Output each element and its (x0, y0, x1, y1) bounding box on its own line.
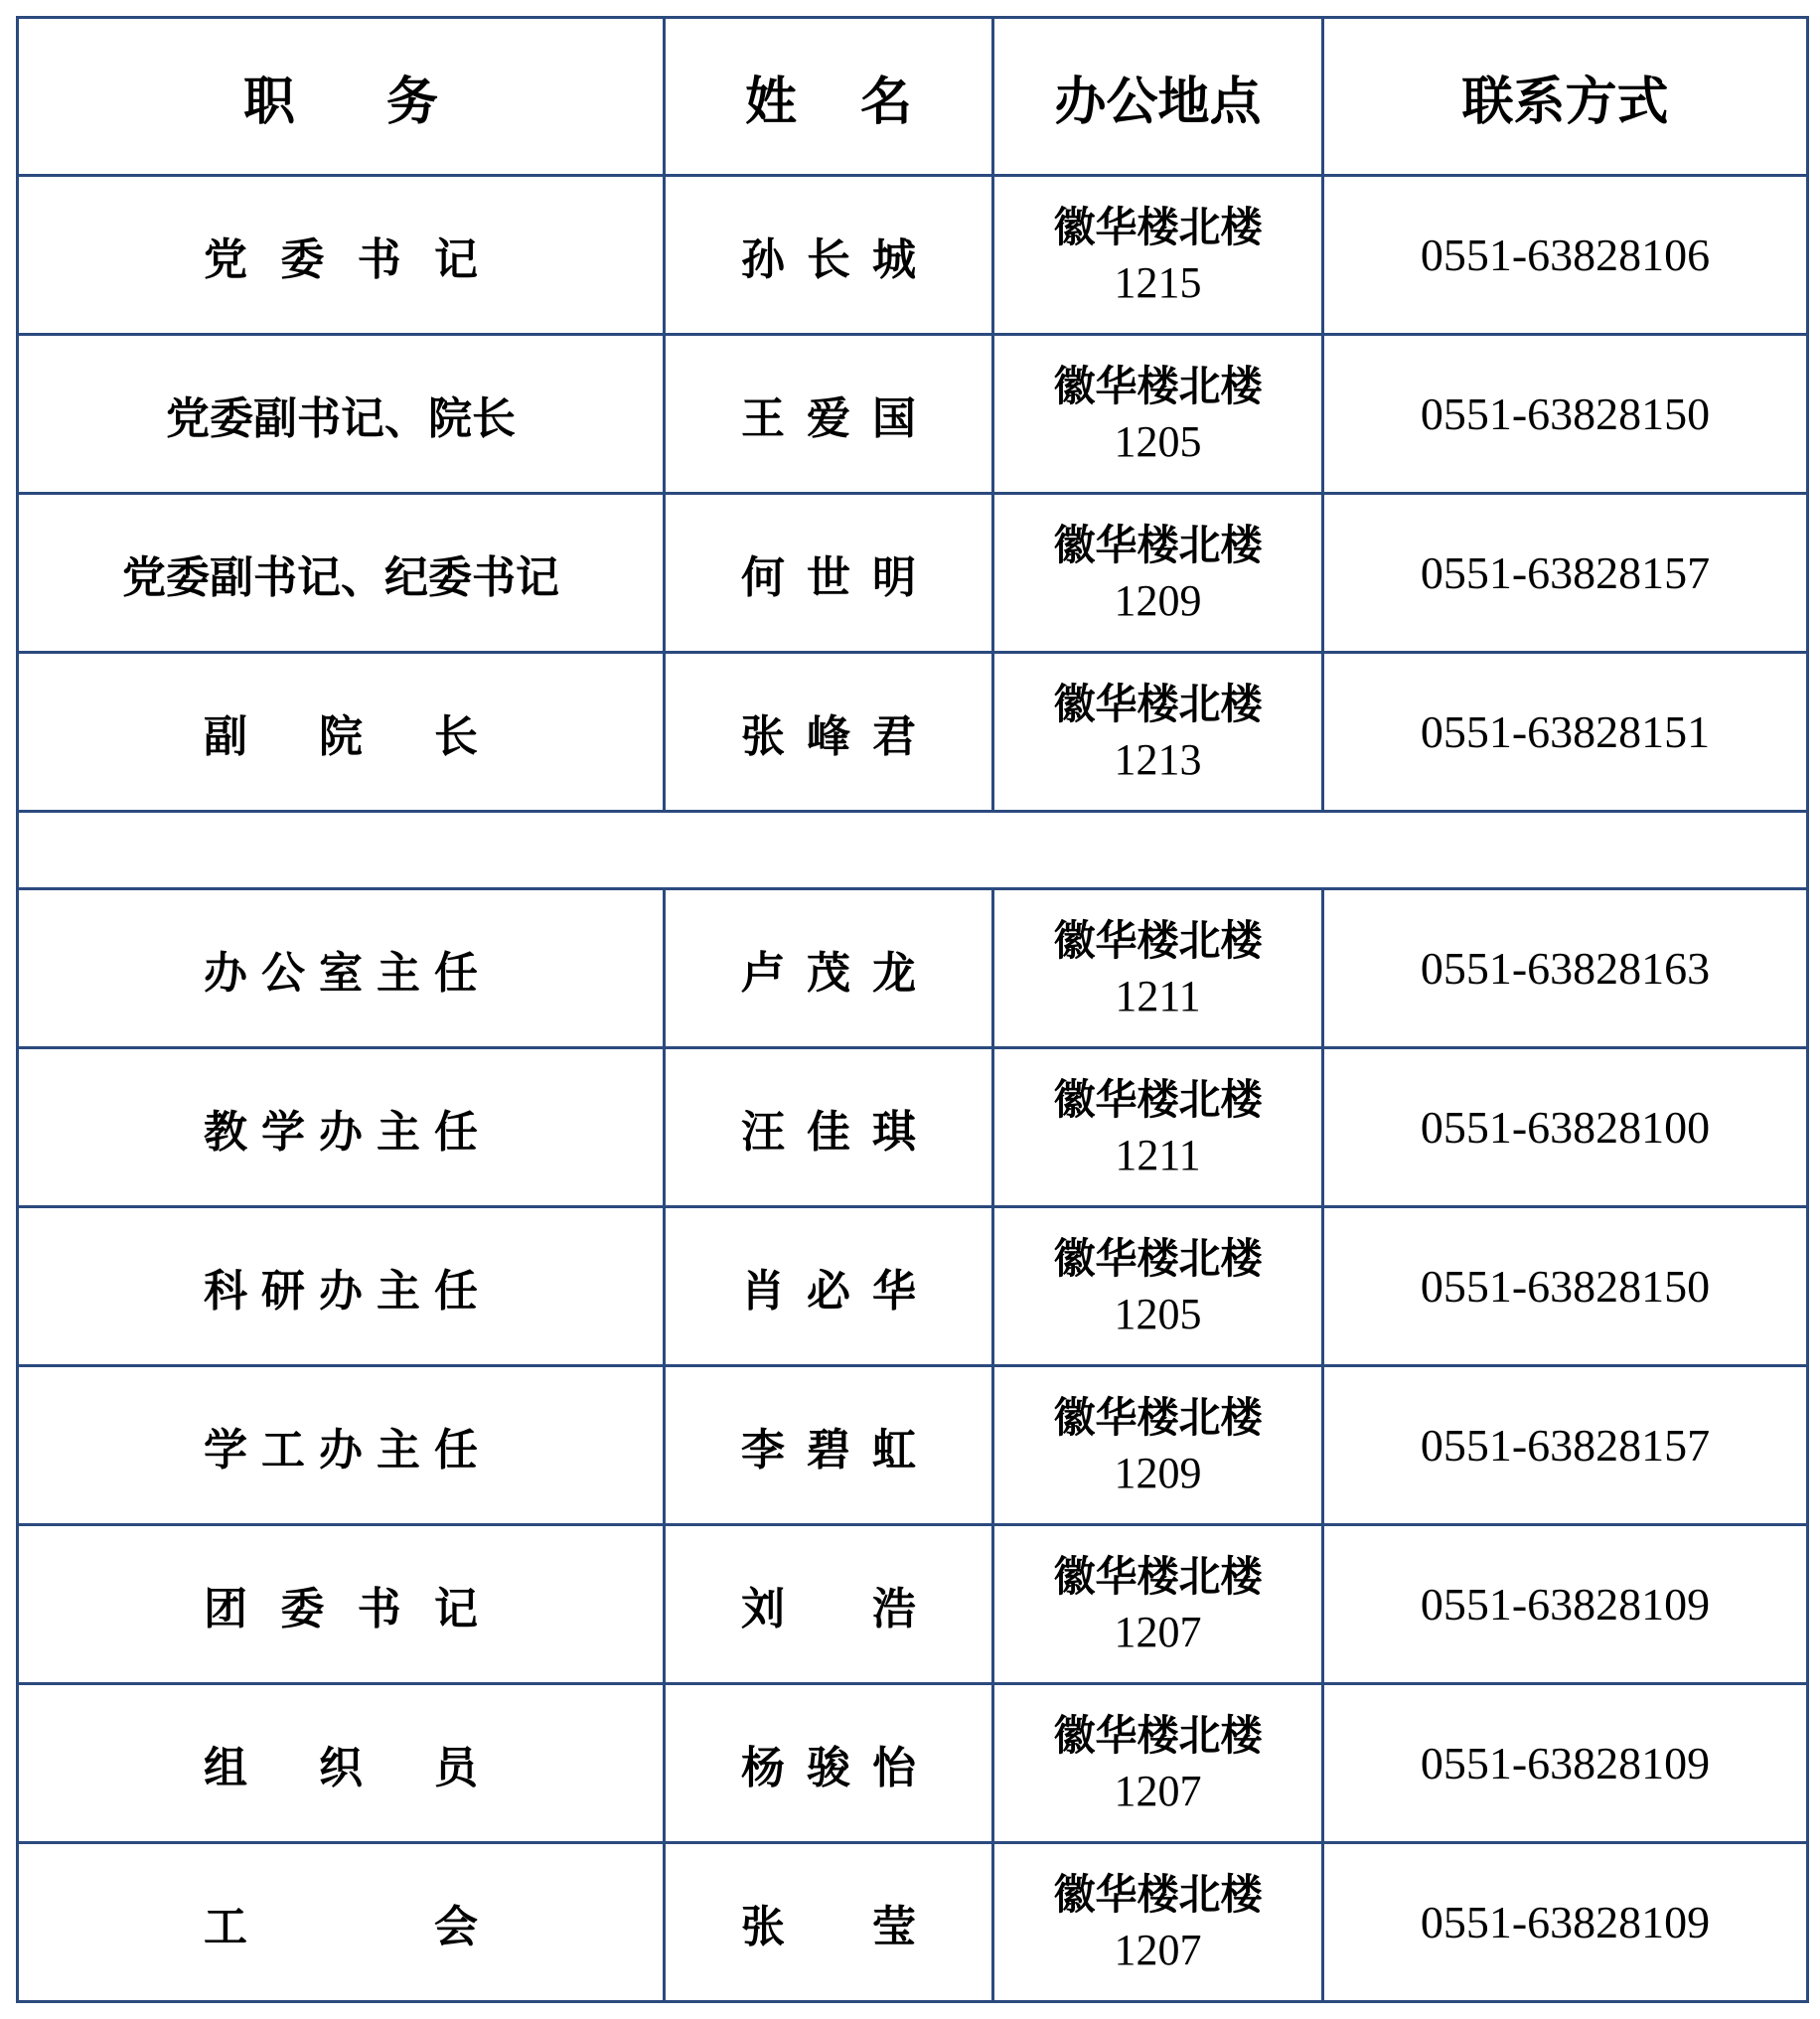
name-char: 长 (807, 233, 850, 285)
office-room: 1205 (1114, 416, 1202, 466)
position-char: 书 (357, 233, 401, 285)
phone-number: 0551-63828106 (1420, 230, 1711, 280)
office-cell (993, 1207, 1323, 1366)
contact-directory-table (16, 16, 1809, 2003)
position-cell (18, 335, 665, 494)
office-room: 1205 (1114, 1289, 1202, 1338)
name-char: 张 (741, 1901, 785, 1952)
header-name (665, 18, 993, 176)
phone-number: 0551-63828163 (1420, 943, 1711, 994)
position-char: 办 (319, 1265, 363, 1317)
position-char: 副 (204, 710, 247, 762)
position-cell (18, 1366, 665, 1525)
position-char: 党 (204, 233, 247, 285)
header-name-char: 名 (859, 71, 912, 132)
position-char: 任 (434, 1424, 478, 1475)
name-char: 孙 (741, 233, 785, 285)
phone-number: 0551-63828109 (1420, 1738, 1711, 1788)
position-char: 科 (204, 1265, 247, 1317)
position-char: 研 (261, 1265, 305, 1317)
position-cell (18, 1525, 665, 1684)
phone-number: 0551-63828150 (1420, 388, 1711, 439)
name-char: 佳 (807, 1106, 850, 1158)
header-contact-label: 联系方式 (1461, 71, 1669, 132)
office-building: 徽华楼北楼 (1053, 915, 1263, 965)
position-char: 主 (377, 1424, 420, 1475)
position-char: 公 (261, 947, 305, 999)
position-char: 办 (319, 1424, 363, 1475)
position-char: 长 (434, 710, 478, 762)
position-char: 主 (377, 1265, 420, 1317)
position-cell (18, 1048, 665, 1207)
name-char: 虹 (872, 1424, 916, 1475)
office-cell (993, 1684, 1323, 1843)
phone-number: 0551-63828157 (1420, 547, 1711, 598)
office-cell (993, 335, 1323, 494)
header-office-label: 办公地点 (1054, 71, 1262, 132)
office-room: 1213 (1114, 734, 1202, 784)
position-text: 党委副书记、院长 (166, 392, 516, 444)
position-cell (18, 494, 665, 653)
position-char: 记 (433, 1583, 478, 1634)
header-position-char: 务 (385, 71, 438, 132)
name-cell (665, 176, 993, 335)
name-char: 龙 (872, 947, 916, 999)
phone-cell (1323, 1684, 1808, 1843)
name-char: 李 (741, 1424, 785, 1475)
office-cell (993, 653, 1323, 812)
table-row (18, 494, 1808, 653)
name-char: 刘 (741, 1583, 785, 1634)
name-cell (665, 1525, 993, 1684)
name-cell (665, 335, 993, 494)
name-cell (665, 1207, 993, 1366)
office-room: 1215 (1114, 257, 1202, 307)
phone-cell (1323, 1048, 1808, 1207)
name-cell (665, 889, 993, 1048)
name-char: 张 (741, 710, 785, 762)
header-row (18, 18, 1808, 176)
table-row (18, 1207, 1808, 1366)
name-cell (665, 494, 993, 653)
phone-cell (1323, 335, 1808, 494)
office-cell (993, 1525, 1323, 1684)
position-char: 办 (204, 947, 247, 999)
name-cell (665, 1366, 993, 1525)
office-building: 徽华楼北楼 (1053, 520, 1263, 569)
phone-cell (1323, 1207, 1808, 1366)
table-row (18, 1366, 1808, 1525)
office-building: 徽华楼北楼 (1053, 361, 1263, 410)
office-building: 徽华楼北楼 (1053, 1074, 1263, 1124)
position-char: 院 (319, 710, 363, 762)
office-building: 徽华楼北楼 (1053, 1392, 1263, 1442)
name-char: 杨 (741, 1742, 785, 1793)
name-char: 城 (872, 233, 916, 285)
phone-cell (1323, 1525, 1808, 1684)
table-row (18, 1684, 1808, 1843)
phone-number: 0551-63828109 (1420, 1897, 1711, 1947)
office-cell (993, 1048, 1323, 1207)
header-name-char: 姓 (745, 71, 798, 132)
position-char: 工 (261, 1424, 305, 1475)
phone-cell (1323, 1843, 1808, 2002)
name-char: 骏 (807, 1742, 850, 1793)
name-char: 卢 (741, 947, 785, 999)
office-cell (993, 494, 1323, 653)
position-char: 室 (319, 947, 363, 999)
position-cell (18, 1843, 665, 2002)
office-building: 徽华楼北楼 (1053, 1233, 1263, 1283)
name-char: 何 (741, 551, 785, 603)
position-char: 记 (433, 233, 478, 285)
office-building: 徽华楼北楼 (1053, 679, 1263, 728)
name-char: 汪 (741, 1106, 785, 1158)
phone-cell (1323, 494, 1808, 653)
position-char: 书 (357, 1583, 401, 1634)
separator-row (18, 812, 1808, 889)
name-char: 君 (872, 710, 916, 762)
table-row (18, 1525, 1808, 1684)
name-char: 琪 (872, 1106, 916, 1158)
phone-number: 0551-63828151 (1420, 706, 1711, 757)
office-building: 徽华楼北楼 (1053, 1710, 1263, 1760)
position-text: 党委副书记、纪委书记 (122, 551, 559, 603)
separator-cell (18, 812, 1808, 889)
position-char: 团 (204, 1583, 247, 1634)
position-char: 工 (204, 1901, 247, 1952)
header-contact (1323, 18, 1808, 176)
phone-cell (1323, 653, 1808, 812)
phone-number: 0551-63828157 (1420, 1420, 1711, 1471)
phone-number: 0551-63828150 (1420, 1261, 1711, 1312)
office-cell (993, 1366, 1323, 1525)
phone-number: 0551-63828109 (1420, 1579, 1711, 1630)
office-room: 1209 (1114, 1448, 1202, 1497)
office-room: 1207 (1114, 1766, 1202, 1815)
position-cell (18, 1207, 665, 1366)
phone-cell (1323, 1366, 1808, 1525)
name-cell (665, 1843, 993, 2002)
table-row (18, 1048, 1808, 1207)
name-char: 国 (872, 392, 916, 444)
office-room: 1209 (1114, 575, 1202, 625)
table-row (18, 335, 1808, 494)
name-char: 莹 (872, 1901, 916, 1952)
name-cell (665, 653, 993, 812)
office-cell (993, 176, 1323, 335)
phone-number: 0551-63828100 (1420, 1102, 1711, 1153)
name-char: 王 (741, 392, 785, 444)
header-position-char: 职 (243, 71, 296, 132)
position-char: 任 (434, 1265, 478, 1317)
office-room: 1211 (1115, 1130, 1201, 1179)
office-cell (993, 889, 1323, 1048)
name-char: 世 (807, 551, 850, 603)
position-char: 织 (319, 1742, 363, 1793)
position-char: 主 (377, 947, 420, 999)
position-char: 任 (434, 947, 478, 999)
position-char: 组 (204, 1742, 247, 1793)
position-char: 学 (204, 1424, 247, 1475)
position-char: 员 (434, 1742, 478, 1793)
office-room: 1207 (1114, 1925, 1202, 1974)
name-char: 浩 (872, 1583, 916, 1634)
name-cell (665, 1684, 993, 1843)
phone-cell (1323, 889, 1808, 1048)
name-char: 肖 (741, 1265, 785, 1317)
office-room: 1207 (1114, 1607, 1202, 1656)
name-char: 必 (807, 1265, 850, 1317)
position-char: 委 (280, 1583, 325, 1634)
office-cell (993, 1843, 1323, 2002)
phone-cell (1323, 176, 1808, 335)
position-char: 主 (377, 1106, 420, 1158)
name-char: 碧 (807, 1424, 850, 1475)
office-building: 徽华楼北楼 (1053, 1869, 1263, 1919)
table-row (18, 653, 1808, 812)
table-row (18, 1843, 1808, 2002)
position-cell (18, 1684, 665, 1843)
table-row (18, 176, 1808, 335)
position-char: 任 (434, 1106, 478, 1158)
name-char: 茂 (807, 947, 850, 999)
office-building: 徽华楼北楼 (1053, 1551, 1263, 1601)
name-char: 怡 (872, 1742, 916, 1793)
position-cell (18, 889, 665, 1048)
name-char: 华 (872, 1265, 916, 1317)
position-char: 教 (204, 1106, 247, 1158)
name-char: 爱 (807, 392, 850, 444)
name-char: 明 (872, 551, 916, 603)
name-char: 峰 (807, 710, 850, 762)
name-cell (665, 1048, 993, 1207)
position-cell (18, 176, 665, 335)
position-char: 会 (434, 1901, 478, 1952)
header-position (18, 18, 665, 176)
position-char: 办 (319, 1106, 363, 1158)
office-building: 徽华楼北楼 (1053, 202, 1263, 251)
office-room: 1211 (1115, 971, 1201, 1020)
position-char: 委 (280, 233, 325, 285)
position-char: 学 (261, 1106, 305, 1158)
table-row (18, 889, 1808, 1048)
header-office (993, 18, 1323, 176)
position-cell (18, 653, 665, 812)
